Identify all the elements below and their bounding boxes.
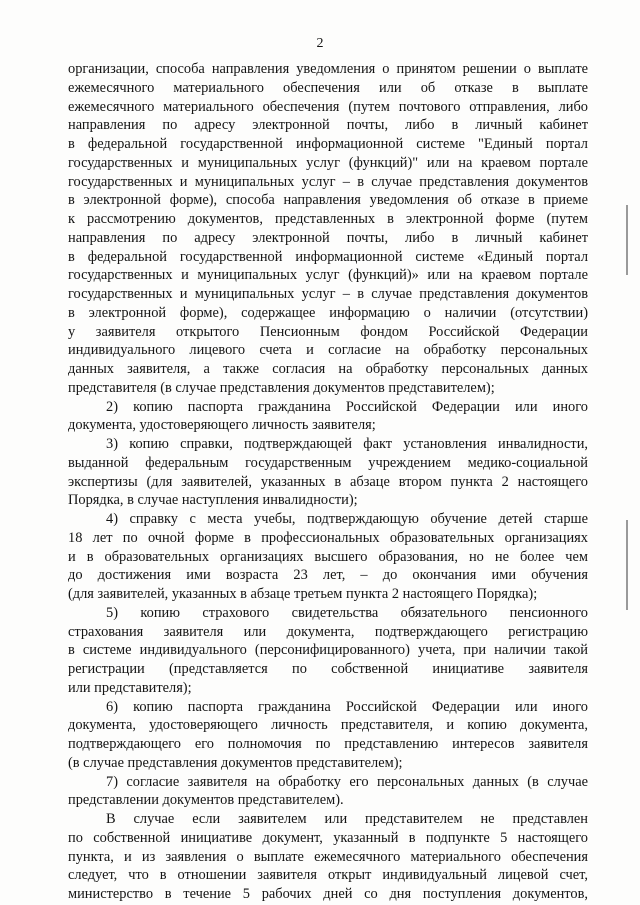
text-line: представителя (в случае представления документов представителем); [68,379,495,396]
text-line: индивидуального лицевого счета и согласие на обработку персональных [68,342,588,359]
text-line: страхования заявителя или документа, подтверждающего регистрацию [68,623,588,640]
text-line: регистрации (представляется по собственной инициативе заявителя [68,661,588,677]
text-line: пункта, и из заявления о выплате ежемесячного материального обеспечения [68,848,588,865]
text-line: В случае если заявителем или представителем не представлен [106,811,588,827]
text-line: государственных и муниципальных услуг (функций)" или на краевом портале [68,154,588,171]
text-line: направления по адресу электронной почты, либо в личный кабинет [68,117,588,134]
page-number: 2 [316,36,324,51]
text-line: по собственной инициативе документ, указанный в подпункте 5 настоящего [68,829,588,846]
text-line: 6) копию паспорта гражданина Российской Федерации или иного [106,698,588,715]
text-line: данных заявителя, а также согласия на обработку персональных данных [68,361,588,377]
text-line: у заявителя открытого Пенсионным фондом Российской Федерации [68,323,588,340]
text-line: в системе индивидуального (персонифицированного) учета, при наличии такой [68,642,588,659]
text-line: государственных и муниципальных услуг – в случае представления документов [68,173,588,190]
text-line: 4) справку с места учебы, подтверждающую обучение детей старше [106,511,588,527]
text-line: ежемесячного материального обеспечения (путем почтового отправления, либо [68,98,588,115]
text-line: и в образовательных организациях высшего образования, но не более чем [68,548,588,565]
text-line: в федеральной государственной информационной системе «Единый портал [68,248,588,265]
text-line: или представителя); [68,679,192,696]
text-line: в федеральной государственной информационной системе "Единый портал [68,136,588,152]
body-text [68,60,588,904]
text-line: документа, удостоверяющего личность представителя, и копию документа, [68,717,588,734]
text-line: государственных и муниципальных услуг – в случае представления документов [68,286,588,302]
text-line: ежемесячного материального обеспечения или об отказе в выплате [68,79,588,96]
text-line: 5) копию страхового свидетельства обязательного пенсионного [106,604,588,621]
text-line: экспертизы (для заявителей, указанных в абзаце втором пункта 2 настоящего [68,473,588,490]
scan-edge-mark [626,205,628,275]
text-line: министерство в течение 5 рабочих дней со дня поступления документов, [68,886,588,902]
text-line: к рассмотрению документов, представленных в электронной форме (путем [68,211,588,227]
text-line: 18 лет по очной форме в профессиональных образовательных организациях [68,529,588,546]
text-line: 7) согласие заявителя на обработку его персональных данных (в случае [106,773,588,790]
text-line: Порядка, в случае наступления инвалидности); [68,492,358,509]
text-line: следует, что в отношении заявителя открыт индивидуальный лицевой счет, [68,867,588,884]
text-line: выданной федеральным государственным учреждением медико-социальной [68,454,588,471]
text-line: (для заявителей, указанных в абзаце третьем пункта 2 настоящего Порядка); [68,586,538,602]
text-line: представлении документов представителем). [68,792,344,809]
text-line: государственных и муниципальных услуг (функций)» или на краевом портале [68,267,588,284]
text-line: 3) копию справки, подтверждающей факт установления инвалидности, [106,436,588,452]
text-line: (в случае представления документов представителем); [68,754,403,771]
text-line: в электронной форме), содержащее информацию о наличии (отсутствии) [68,304,588,321]
text-line: 2) копию паспорта гражданина Российской Федерации или иного [106,398,588,415]
text-line: в электронной форме), способа направления уведомления об отказе в приеме [68,192,588,209]
scan-edge-mark [626,520,628,610]
text-line: подтверждающего его полномочия по представлению интересов заявителя [68,736,588,752]
text-line: организации, способа направления уведомления о принятом решении о выплате [68,61,588,77]
text-line: документа, удостоверяющего личность заявителя; [68,417,376,434]
text-line: до достижения ими возраста 23 лет, – до окончания ими обучения [68,567,588,584]
text-line: направления по адресу электронной почты, либо в личный кабинет [68,229,588,246]
